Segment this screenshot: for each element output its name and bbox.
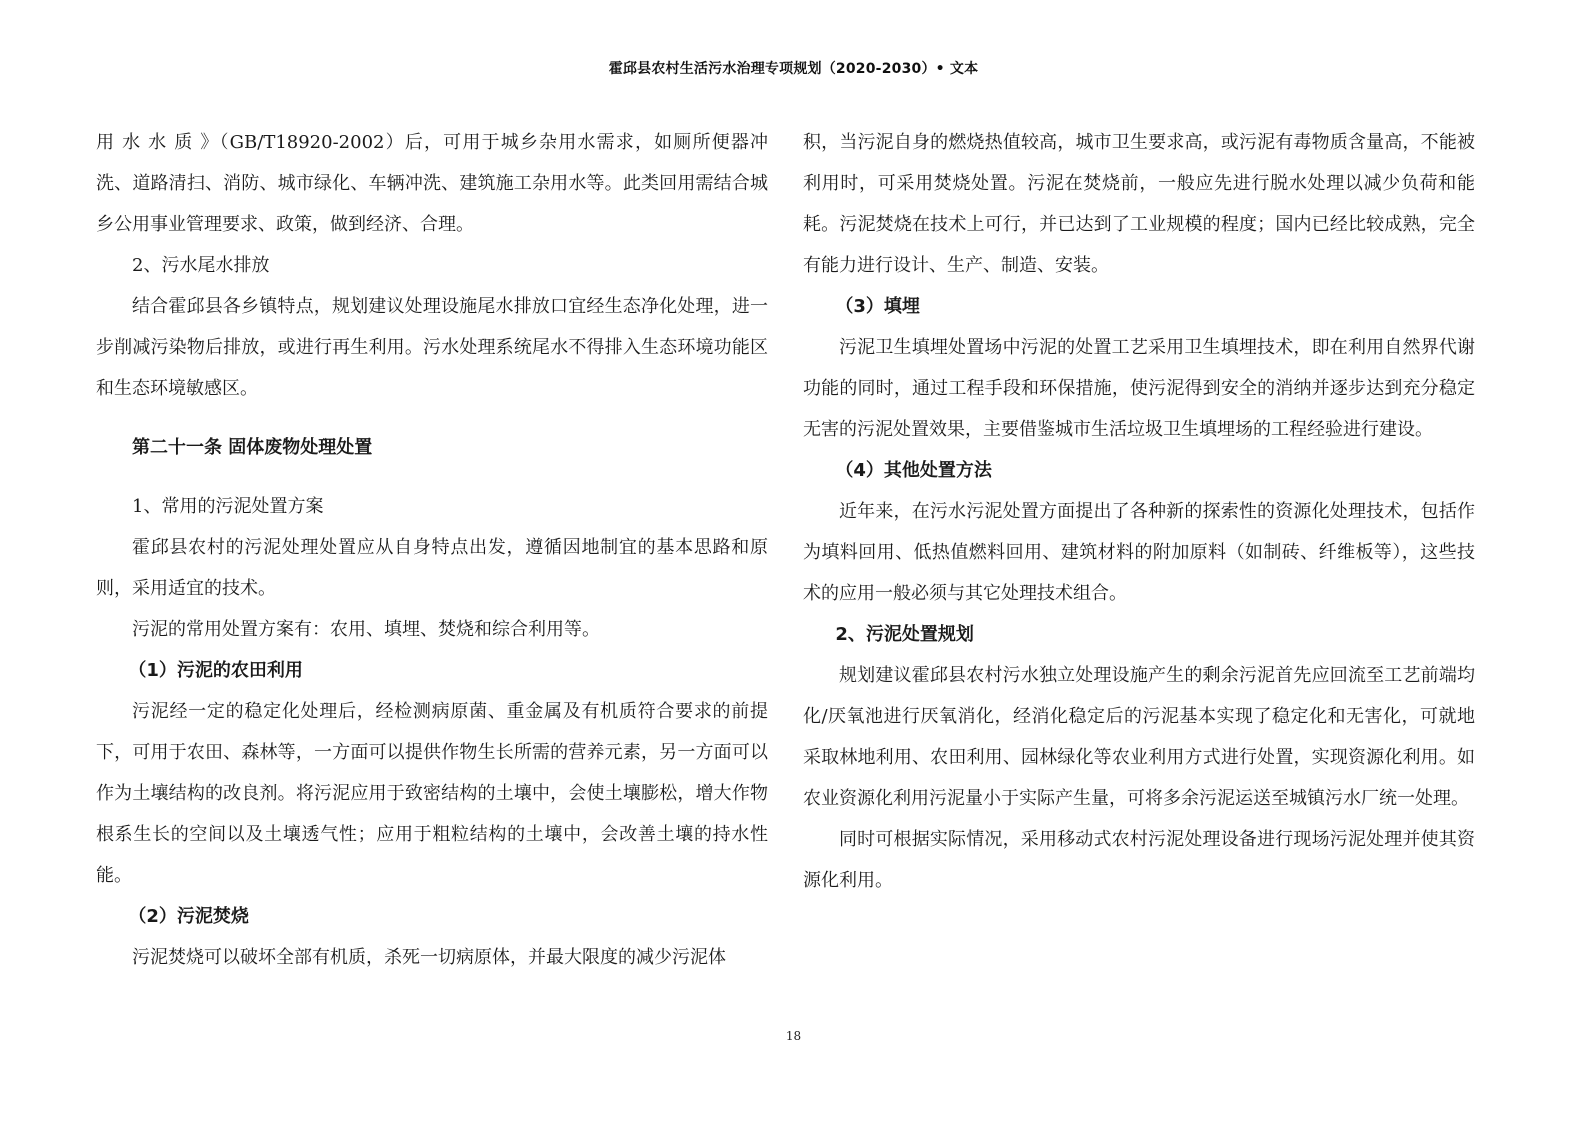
paragraph-tailwater-discharge: 结合霍邱县各乡镇特点，规划建议处理设施尾水排放口宜经生态净化处理，进一步削减污染物后排放，或进行再生利用。污水处理系统尾水不得排入生态环境功能区和生态环境敏感区。 <box>96 296 768 399</box>
heading-sludge-plan: 2、污泥处置规划 <box>835 624 974 645</box>
heading-landfill: （3）填埋 <box>835 296 920 317</box>
heading-farmland-use: （1）污泥的农田利用 <box>128 660 303 681</box>
paragraph-incineration-cont: 积，当污泥自身的燃烧热值较高，城市卫生要求高，或污泥有毒物质含量高，不能被利用时，可采用焚烧处置。污泥在焚烧前，一般应先进行脱水处理以减少负荷和能耗。污泥焚烧在技术上可行，并已达到了工业规模的程度；国内已经比较成熟，完全有能力进行设计、生产、制造、安装。 <box>803 132 1475 276</box>
article-title-solid-waste: 第二十一条 固体废物处理处置 <box>132 437 373 458</box>
paragraph-sludge-principles: 霍邱县农村的污泥处理处置应从自身特点出发，遵循因地制宜的基本思路和原则，采用适宜的技术。 <box>96 537 768 599</box>
page-number: 18 <box>785 1029 802 1043</box>
paragraph-mobile-equipment: 同时可根据实际情况，采用移动式农村污泥处理设备进行现场污泥处理并使其资源化利用。 <box>803 829 1475 891</box>
section-tailwater-discharge: 2、污水尾水排放 <box>132 255 270 276</box>
heading-other-methods: （4）其他处置方法 <box>835 460 992 481</box>
paragraph-sludge-options: 污泥的常用处置方案有：农用、填埋、焚烧和综合利用等。 <box>132 619 600 640</box>
paragraph-sludge-plan: 规划建议霍邱县农村污水独立处理设施产生的剩余污泥首先应回流至工艺前端均化/厌氧池进行厌氧消化，经消化稳定后的污泥基本实现了稳定化和无害化，可就地采取林地利用、农田利用、园林绿化等农业利用方式进行处置，实现资源化利用。如农业资源化利用污泥量小于实际产生量，可将多余污泥运送至城镇污水厂统一处理。 <box>803 665 1475 809</box>
paragraph-farmland-use: 污泥经一定的稳定化处理后，经检测病原菌、重金属及有机质符合要求的前提下，可用于农田、森林等，一方面可以提供作物生长所需的营养元素，另一方面可以作为土壤结构的改良剂。将污泥应用于致密结构的土壤中，会使土壤膨松，增大作物根系生长的空间以及土壤透气性；应用于粗粒结构的土壤中，会改善土壤的持水性能。 <box>96 701 768 886</box>
section-common-sludge-disposal: 1、常用的污泥处置方案 <box>132 496 324 517</box>
paragraph-landfill: 污泥卫生填埋处置场中污泥的处置工艺采用卫生填埋技术，即在利用自然界代谢功能的同时，通过工程手段和环保措施，使污泥得到安全的消纳并逐步达到充分稳定无害的污泥处置效果，主要借鉴城市生活垃圾卫生填埋场的工程经验进行建设。 <box>803 337 1475 440</box>
page-header-title: 霍邱县农村生活污水治理专项规划（2020-2030）• 文本 <box>608 61 979 77</box>
paragraph-other-methods: 近年来，在污水污泥处置方面提出了各种新的探索性的资源化处理技术，包括作为填料回用、低热值燃料回用、建筑材料的附加原料（如制砖、纤维板等），这些技术的应用一般必须与其它处理技术组合。 <box>803 501 1475 604</box>
paragraph-reuse-water: 用 水 水 质 》（GB/T18920-2002）后，可用于城乡杂用水需求，如厕所便器冲洗、道路清扫、消防、城市绿化、车辆冲洗、建筑施工杂用水等。此类回用需结合城乡公用事业管理要求、政策，做到经济、合理。 <box>96 132 768 235</box>
right-column <box>803 122 1475 901</box>
heading-incineration: （2）污泥焚烧 <box>128 906 249 927</box>
paragraph-incineration-start: 污泥焚烧可以破坏全部有机质，杀死一切病原体，并最大限度的减少污泥体 <box>132 947 726 968</box>
left-column <box>96 122 768 978</box>
